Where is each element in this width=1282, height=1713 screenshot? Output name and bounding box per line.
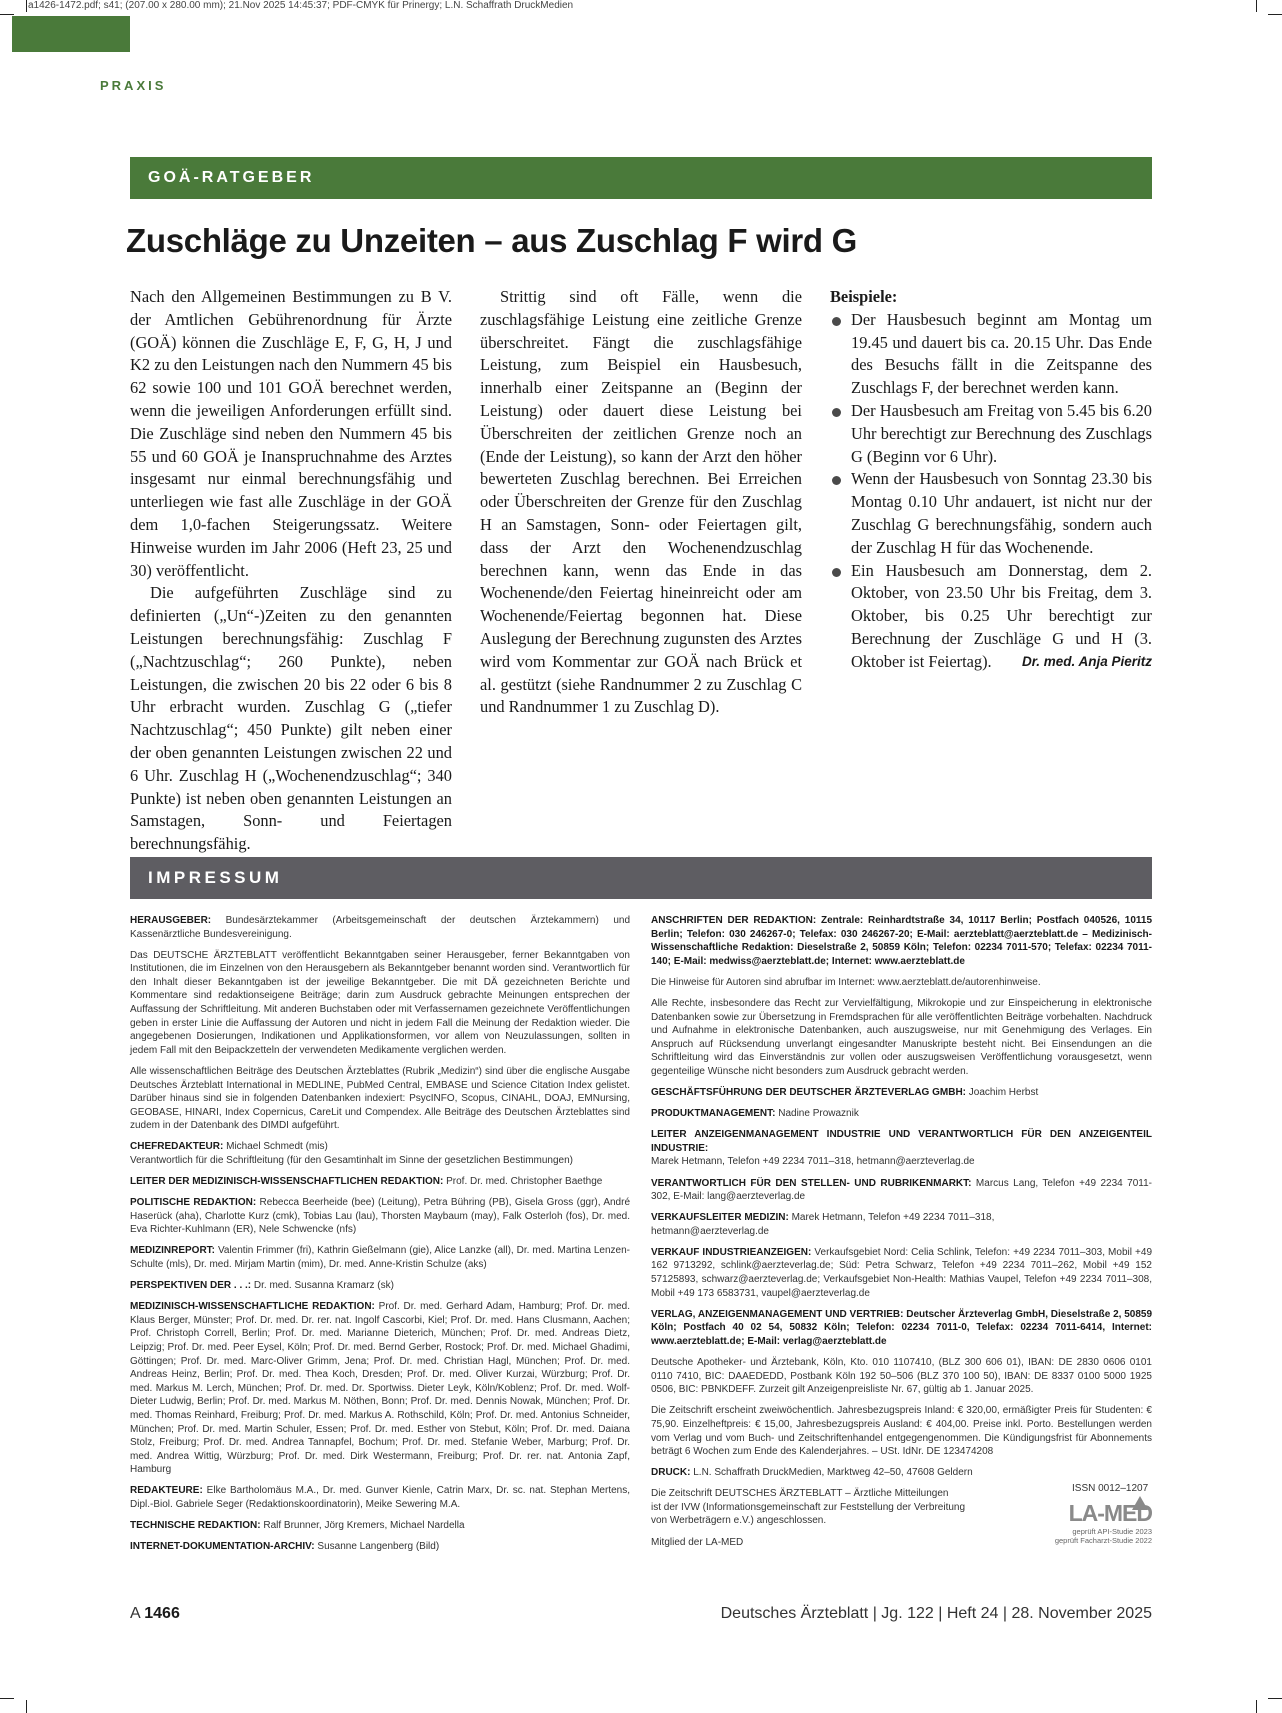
impressum-entry — [651, 976, 1152, 990]
examples-list — [830, 309, 1152, 674]
impressum-entry — [130, 1540, 630, 1554]
la-med-triangle-icon — [1132, 1496, 1148, 1510]
impressum-column-right — [651, 914, 1152, 1557]
list-item: Der Hausbesuch am Freitag von 5.45 bis 6.20 Uhr berechtigt zur Berechnung des Zuschlags G (Beginn vor 6 Uhr). — [830, 400, 1152, 468]
impressum-heading: HERAUSGEBER: — [130, 915, 212, 926]
impressum-entry — [130, 914, 630, 941]
impressum-text: Die Zeitschrift erscheint zweiwöchentlich. Jahresbezugspreis Inland: € 320,00, ermäßigter Preis für Studenten: € 75,90. Einzelheftpreis: € 15,00, Jahresbezugspreis Ausland: € 404,00. Preise inkl. Porto. Bestellungen werden vom Verlag und vom Buch- und Zeitschriftenhandel entgegengenommen. Die Kündigungsfrist für Abonnements beträgt 6 Wochen zum Ende des Kalenderjahres. – USt. IdNr. DE 123474208 — [651, 1405, 1152, 1458]
impressum-banner: IMPRESSUM — [130, 857, 1152, 899]
impressum-heading: REDAKTEURE: — [130, 1485, 203, 1497]
impressum-heading: MEDIZINREPORT: — [130, 1245, 215, 1257]
impressum-entry — [651, 914, 1152, 968]
impressum-entry — [651, 997, 1152, 1079]
impressum-text: Die Hinweise für Autoren sind abrufbar im Internet: www.aerzteblatt.de/autorenhinweise. — [651, 976, 1041, 988]
article-column-2 — [480, 286, 802, 719]
crop-mark — [1268, 1698, 1282, 1699]
crop-mark — [1256, 1700, 1257, 1713]
impressum-text: Verkaufsgebiet Nord: Celia Schlink, Telefon: +49 2234 7011–303, Mobil +49 162 9713292, schlink@aerzteverlag.de; Süd: Petra Schwarz, Telefon +49 2234 7011–262, Mobil +49 152 57125893, schwarz@aerzteverlag.de; Verkaufsgebiet Non-Health: Mathias Vaupel, Telefon +49 2234 7011–308, Mobil +49 173 6583731, vaupel@aerzteverlag.de — [651, 1246, 1153, 1299]
impressum-text: Valentin Frimmer (fri), Kathrin Gießelmann (gie), Alice Lanzke (all), Dr. med. Martina Lenzen-Schulte (mls), Dr. med. Mirjam Martin (mim), Dr. med. Anne-Kristin Schulze (aks) — [130, 1245, 630, 1271]
impressum-text: Alle wissenschaftlichen Beiträge des Deutschen Ärzteblattes (Rubrik „Medizin“) sind über die englische Ausgabe Deutsches Ärzteblatt International in MEDLINE, PubMed Central, EMBASE und Science Citation Index gelistet. Darüber hinaus sind sie in folgenden Datenbanken indexiert: PsycINFO, Scopus, CINAHL, DOAJ, EMNursing, GEOBASE, HINARI, Index Copernicus, CareLit und Compendex. Alle Beiträge des Deutschen Ärzteblattes sind zudem in der Datenbank des DIMDI aufgeführt. — [130, 1065, 630, 1132]
impressum-heading: TECHNISCHE REDAKTION: — [130, 1520, 261, 1532]
crop-mark — [1256, 0, 1257, 12]
crop-mark — [1268, 14, 1282, 15]
impressum-heading: ANSCHRIFTEN DER REDAKTION: — [651, 915, 817, 926]
la-med-caption: geprüft API-Studie 2023 — [1072, 1527, 1152, 1536]
impressum-entry — [651, 1086, 1152, 1100]
impressum-text: Marcus Lang, Telefon +49 2234 7011-302, E-Mail: lang@aerzteverlag.de — [651, 1177, 1153, 1203]
impressum-text: Deutscher Ärzteverlag GmbH, Dieselstraße 2, 50859 Köln; Postfach 40 02 54, 50832 Köln; Telefon: 02234 7011-0, Telefax: 02234 7011-6414, Internet: www.aerzteblatt.de; E-Mail: verlag@aerzteblatt.de — [651, 1308, 1153, 1347]
section-color-tab — [12, 16, 130, 52]
impressum-text: Die Zeitschrift DEUTSCHES ÄRZTEBLATT – Ärztliche Mitteilungen ist der IVW (Informationsgemeinschaft zur Feststellung der Verbreitung von Werbeträgern e.V.) angeschlossen. — [651, 1488, 966, 1527]
impressum-entry — [651, 1404, 1152, 1458]
impressum-heading: VERLAG, ANZEIGENMANAGEMENT UND VERTRIEB: — [651, 1308, 904, 1320]
impressum-heading: PERSPEKTIVEN DER . . .: — [130, 1280, 252, 1292]
article-column-3 — [830, 286, 1152, 674]
paragraph: Strittig sind oft Fälle, wenn die zuschlagsfähige Leistung eine zeitliche Grenze überschreitet. Fängt die zuschlagsfähige Leistung, zum Beispiel ein Hausbesuch, innerhalb einer Zeitspanne an (Beginn der Leistung) oder dauert diese Leistung bei Überschreiten der zeitlichen Grenze noch an (Ende der Leistung), so kann der Arzt den höher bewerteten Zuschlag berechnen. Bei Erreichen oder Überschreiten der Grenze für den Zuschlag H an Samstagen, Sonn- oder Feiertagen gilt, dass der Arzt den Wochenendzuschlag berechnen kann, wenn das Ende in das Wochenende/den Feiertag hineinreicht oder am Wochenende/Feiertag begonnen hat. Diese Auslegung der Berechnung zugunsten des Arztes wird vom Kommentar zur GOÄ nach Brück et al. gestützt (siehe Randnummer 2 zu Zuschlag C und Randnummer 1 zu Zuschlag D). — [480, 287, 802, 717]
list-item: Wenn der Hausbesuch von Sonntag 23.30 bis Montag 0.10 Uhr andauert, ist nicht nur der Zuschlag G berechnungsfähig, sondern auch der Zuschlag H für das Wochenende. — [830, 468, 1152, 559]
impressum-entry — [651, 1107, 1152, 1121]
impressum-entry — [651, 1246, 1152, 1300]
impressum-heading: LEITER DER MEDIZINISCH-WISSENSCHAFTLICHEN REDAKTION: — [130, 1176, 444, 1188]
impressum-entry — [651, 1211, 1152, 1238]
impressum-heading: MEDIZINISCH-WISSENSCHAFTLICHE REDAKTION: — [130, 1301, 375, 1313]
la-med-logo: LA-MED — [1068, 1500, 1152, 1526]
list-item: Der Hausbesuch beginnt am Montag um 19.45 und dauert bis ca. 20.15 Uhr. Das Ende des Besuchs fällt in die Zeitspanne des Zuschlags F, der berechnet werden kann. — [830, 309, 1152, 400]
impressum-text: Mitglied der LA-MED — [651, 1536, 744, 1548]
rubric-banner: GOÄ-RATGEBER — [130, 157, 1152, 199]
la-med-caption: geprüft Facharzt-Studie 2022 — [1054, 1536, 1152, 1545]
impressum-text: Michael Schmedt (mis) Verantwortlich für die Schriftleitung (für den Gesamtinhalt im Sinne der gesetzlichen Bestimmungen) — [130, 1141, 573, 1166]
impressum-entry — [130, 1300, 630, 1477]
impressum-entry — [130, 1175, 630, 1189]
examples-heading: Beispiele: — [830, 287, 898, 306]
impressum-entry — [130, 949, 630, 1058]
crop-mark — [26, 0, 27, 12]
impressum-text: Rebecca Beerheide (bee) (Leitung), Petra Bühring (PB), Gisela Gross (ggr), André Haserück (aha), Charlotte Kurz (cmk), Tobias Lau (lau), Thorsten Maybaum (may), Falk Osterloh (fos), Dr. med. Eva Richter-Kuhlmann (ER), Nele Schwencke (nfs) — [130, 1197, 631, 1236]
issn: ISSN 0012–1207 — [1072, 1483, 1149, 1494]
impressum-text: Deutsche Apotheker- und Ärztebank, Köln, Kto. 010 1107410, (BLZ 300 606 01), IBAN: DE 2830 0606 0101 0110 7410, BIC: DAAEDEDD, Postbank Köln 192 50–506 (BLZ 370 100 50), IBAN: DE 8337 0100 5000 1925 0506, BIC: PBNKDEFF. Zurzeit gilt Anzeigenpreisliste Nr. 67, gültig ab 1. Januar 2025. — [651, 1357, 1152, 1396]
impressum-heading: VERANTWORTLICH FÜR DEN STELLEN- UND RUBRIKENMARKT: — [651, 1177, 972, 1189]
list-item-text: Ein Hausbesuch am Donnerstag, dem 2. Oktober, von 23.50 Uhr bis Freitag, dem 3. Oktober, bis 0.25 Uhr berechtigt zur Berechnung der Zuschläge G und H (3. Oktober ist Feiertag). — [851, 560, 1152, 671]
la-med-badge — [1040, 1500, 1152, 1545]
impressum-text: Das DEUTSCHE ÄRZTEBLATT veröffentlicht Bekanntgaben seiner Herausgeber, ferner Bekanntgaben von Institutionen, die im Einzelnen von den Herausgebern als Bekanntgeber benannt worden sind. Verantwortlich für den Inhalt dieser Bekanntgaben ist der jeweilige Bekanntgeber. Die mit DÄ gezeichneten Berichte und Kommentare sind redaktionseigene Beiträge; darin zum Ausdruck gebrachte Meinungen entsprechen der Auffassung der Schriftleitung. Mit anderen Buchstaben oder mit Verfassernamen gezeichnete Veröffentlichungen geben in erster Linie die Auffassung der Autoren und nicht in jedem Fall die Meinung der Redaktion wieder. Die angegebenen Dosierungen, Indikationen und Applikationsformen, vor allem von Neuzulassungen, sollten in jedem Fall mit den Beipackzetteln der verwendeten Medikamente verglichen werden. — [130, 949, 630, 1056]
impressum-entry — [130, 1484, 630, 1511]
article-author: Dr. med. Anja Pieritz — [1021, 653, 1152, 669]
impressum-heading: INTERNET-DOKUMENTATION-ARCHIV: — [130, 1541, 315, 1553]
impressum-text: Marek Hetmann, Telefon +49 2234 7011–318, hetmann@aerzteverlag.de — [651, 1212, 995, 1237]
impressum-text: Joachim Herbst — [968, 1087, 1039, 1099]
impressum-text: Prof. Dr. med. Gerhard Adam, Hamburg; Prof. Dr. med. Klaus Berger, Münster; Prof. Dr. med. Dr. rer. nat. Ingolf Cascorbi, Kiel; Prof. Dr. med. Hans Clusmann, Aachen; Prof. Christoph Correll, Berlin; Prof. Dr. med. Marianne Dieterich, München; Prof. Dr. med. Andreas Dietz, Leipzig; Prof. Dr. med. Peer Eysel, Köln; Prof. Dr. med. Bernd Gerber, Rostock; Prof. Dr. med. Michael Ghadimi, Göttingen; Prof. Dr. med. Marc-Oliver Grimm, Jena; Prof. Dr. med. Christian Hagl, München; Prof. Dr. med. Andreas Heinz, Berlin; Prof. Dr. med. Thea Koch, Dresden; Prof. Dr. med. Oliver Kurzai, Würzburg; Prof. Dr. med. Markus M. Lerch, München; Prof. Dr. med. Dr. Sportwiss. Dieter Leyk, Köln/Koblenz; Prof. Dr. med. Wolf-Dieter Ludwig, Berlin; Prof. Dr. med. Markus M. Nöthen, Bonn; Prof. Dr. med. Dennis Nowak, München; Prof. Dr. med. Thomas Reinhard, Freiburg; Prof. Dr. med. Markus A. Rothschild, Köln; Prof. Dr. med. Antonius Schneider, München; Prof. Dr. med. Martin Schuler, Essen; Prof. Dr. med. Esther von Stebut, Köln; Prof. Dr. med. Daiana Stolz, Freiburg; Prof. Dr. med. Andrea Tannapfel, Bochum; Prof. Dr. med. Stefanie Weber, Marburg; Prof. Dr. med. Andrea Wittig, Würzburg; Prof. Dr. med. Dirk Westermann, Freiburg; Prof. Dr. rer. nat. Antonia Zapf, Hamburg — [130, 1301, 630, 1476]
print-slug: a1426-1472.pdf; s41; (207.00 x 280.00 mm); 21.Nov 2025 14:45:37; PDF-CMYK für Prinergy; L.N. Schaffrath DruckMedien — [28, 0, 574, 11]
section-label: PRAXIS — [100, 78, 167, 93]
impressum-entry — [651, 1128, 1152, 1169]
paragraph: Nach den Allgemeinen Bestimmungen zu B V. der Amtlichen Gebührenordnung für Ärzte (GOÄ) können die Zuschläge E, F, G, H, J und K2 zu den Leistungen nach den Nummern 45 bis 62 sowie 100 und 101 GOÄ berechnet werden, wenn die jeweiligen Anforderungen erfüllt sind. Die Zuschläge sind neben den Nummern 45 bis 55 und 60 GOÄ je Inanspruchnahme des Arztes insgesamt nur einmal berechnungsfähig und unterliegen wie fast alle Zuschläge in der GOÄ dem 1,0-fachen Steigerungssatz. Weitere Hinweise wurden im Jahr 2006 (Heft 23, 25 und 30) veröffentlicht. — [130, 287, 452, 580]
article-column-1 — [130, 286, 452, 856]
impressum-text: Bundesärztekammer (Arbeitsgemeinschaft der deutschen Ärztekammern) und Kassenärztliche Bundesvereinigung. — [130, 915, 630, 940]
impressum-text: Elke Bartholomäus M.A., Dr. med. Gunver Kienle, Catrin Marx, Dr. sc. nat. Stephan Mertens, Dipl.-Biol. Gabriele Seger (Redaktionskoordinatorin), Meike Sewering M.A. — [130, 1485, 631, 1511]
impressum-heading: PRODUKTMANAGEMENT: — [651, 1108, 776, 1120]
impressum-text: Dr. med. Susanna Kramarz (sk) — [253, 1280, 394, 1292]
impressum-text: Ralf Brunner, Jörg Kremers, Michael Nardella — [263, 1520, 465, 1532]
journal-issue: Deutsches Ärzteblatt | Jg. 122 | Heft 24 | 28. November 2025 — [720, 1605, 1152, 1622]
impressum-text: Nadine Prowaznik — [778, 1108, 859, 1120]
impressum-entry — [651, 1177, 1152, 1204]
impressum-text: L.N. Schaffrath DruckMedien, Marktweg 42–50, 47608 Geldern — [693, 1467, 973, 1479]
impressum-entry — [130, 1244, 630, 1271]
impressum-entry — [130, 1519, 630, 1533]
impressum-text: Prof. Dr. med. Christopher Baethge — [446, 1176, 603, 1188]
list-item — [830, 560, 1152, 674]
impressum-column-left — [130, 914, 630, 1561]
crop-mark — [26, 1700, 27, 1713]
impressum-text: Marek Hetmann, Telefon +49 2234 7011–318, hetmann@aerzteverlag.de — [651, 1156, 975, 1168]
crop-mark — [0, 14, 14, 15]
impressum-entry — [651, 1356, 1152, 1397]
impressum-heading: DRUCK: — [651, 1467, 691, 1479]
impressum-entry — [130, 1279, 630, 1293]
article-headline: Zuschläge zu Unzeiten – aus Zuschlag F wird G — [126, 222, 857, 259]
impressum-heading: POLITISCHE REDAKTION: — [130, 1197, 257, 1209]
impressum-text: Zentrale: Reinhardtstraße 34, 10117 Berlin; Postfach 040526, 10115 Berlin; Telefon: 030 246267-0; Telefax: 030 246267-20; E-Mail: aerzteblatt@aerzteblatt.de – Medizinisch-Wissenschaftliche Redaktion: Dieselstraße 2, 50859 Köln; Telefon: 02234 7011-570; Telefax: 02234 7011-140; E-Mail: medwiss@aerzteblatt.de; Internet: www.aerzteblatt.de — [651, 915, 1153, 967]
impressum-text: Alle Rechte, insbesondere das Recht zur Vervielfältigung, Mikrokopie und zur Einspeicherung in elektronische Datenbanken sowie zur Übersetzung in Fremdsprachen für alle veröffentlichten Beiträge vorbehalten. Nachdruck und Aufnahme in elektronische Datenbanken, auch auszugsweise, nur mit Genehmigung des Verlages. Ein Anspruch auf Rücksendung unverlangt eingesandter Manuskripte besteht nicht. Bei Einsendungen an die Schriftleitung wird das Einverständnis zur vollen oder auszugsweisen Veröffentlichung vorausgesetzt, wenn gegenteilige Wünsche nicht besonders zum Ausdruck gebracht werden. — [651, 997, 1152, 1077]
impressum-heading: VERKAUFSLEITER MEDIZIN: — [651, 1212, 789, 1224]
impressum-heading: VERKAUF INDUSTRIEANZEIGEN: — [651, 1246, 812, 1258]
impressum-entry — [130, 1065, 630, 1133]
page-number-value: 1466 — [144, 1605, 180, 1622]
impressum-heading: GESCHÄFTSFÜHRUNG DER DEUTSCHER ÄRZTEVERLAG GMBH: — [651, 1087, 966, 1099]
impressum-entry — [130, 1140, 630, 1167]
impressum-entry — [130, 1196, 630, 1237]
impressum-heading: CHEFREDAKTEUR: — [130, 1141, 224, 1153]
impressum-entry — [651, 1308, 1152, 1349]
impressum-heading: LEITER ANZEIGENMANAGEMENT INDUSTRIE UND VERANTWORTLICH FÜR DEN ANZEIGENTEIL INDUSTRIE: — [651, 1129, 1152, 1154]
impressum-text: Susanne Langenberg (Bild) — [317, 1541, 440, 1553]
page-prefix: A — [130, 1605, 140, 1622]
paragraph: Die aufgeführten Zuschläge sind zu definierten („Un“-)Zeiten zu den genannten Leistungen berechnungsfähig: Zuschlag F („Nachtzuschlag“; 260 Punkte), neben Leistungen, die zwischen 20 bis 22 oder 6 bis 8 Uhr erbracht wurden. Zuschlag G („tiefer Nachtzuschlag“; 450 Punkte) gilt neben einer der oben genannten Leistungen zwischen 22 und 6 Uhr. Zuschlag H („Wochenendzuschlag“; 340 Punkte) ist neben oben genannten Leistungen an Samstagen, Sonn- und Feiertagen berechnungsfähig. — [130, 583, 452, 854]
impressum-entry — [651, 1466, 1152, 1480]
page-number — [130, 1605, 180, 1623]
crop-mark — [0, 1698, 14, 1699]
